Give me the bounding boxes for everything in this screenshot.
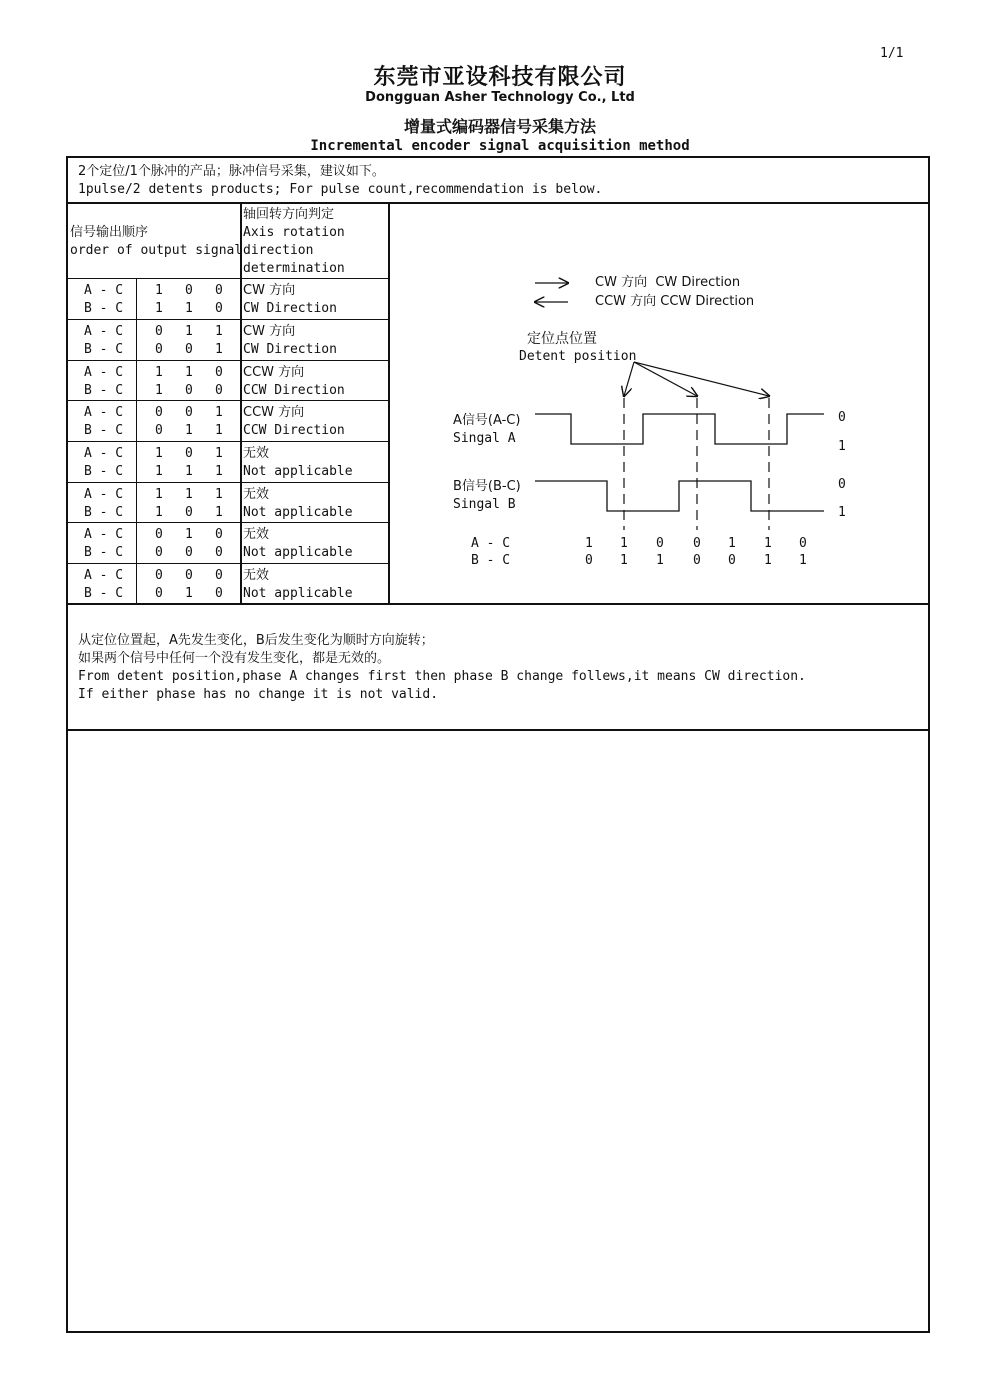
row-a-label: A - C [84, 365, 124, 380]
row-direction-en: CW Direction [243, 301, 337, 316]
row-b-value: 1 [215, 423, 223, 438]
detent-label-cn: 定位点位置 [527, 331, 597, 347]
row-b-value: 0 [155, 545, 163, 560]
sequence-a-value: 1 [585, 536, 593, 551]
signal-b-level-1: 1 [838, 505, 846, 520]
row-a-label: A - C [84, 283, 124, 298]
row-b-value: 0 [215, 383, 223, 398]
sequence-b-label: B - C [471, 553, 511, 568]
row-a-value: 1 [185, 527, 193, 542]
row-direction-en: CW Direction [243, 342, 337, 357]
row-separator [68, 360, 388, 361]
row-b-value: 0 [185, 505, 193, 520]
table-column-divider [240, 203, 242, 603]
detent-arrow-icon [624, 362, 634, 396]
sequence-a-value: 0 [693, 536, 701, 551]
row-a-value: 1 [215, 487, 223, 502]
row-b-value: 1 [185, 301, 193, 316]
company-name-cn: 东莞市亚设科技有限公司 [373, 65, 627, 90]
row-separator [68, 441, 388, 442]
row-b-value: 1 [215, 464, 223, 479]
row-a-value: 1 [155, 365, 163, 380]
row-b-value: 1 [155, 301, 163, 316]
intro-text-en: 1pulse/2 detents products; For pulse count,recommendation is below. [78, 182, 603, 197]
row-b-value: 0 [215, 301, 223, 316]
row-separator [68, 400, 388, 401]
row-a-value: 1 [155, 446, 163, 461]
sequence-b-value: 0 [728, 553, 736, 568]
row-b-label: B - C [84, 586, 124, 601]
row-a-value: 0 [215, 568, 223, 583]
row-b-label: B - C [84, 545, 124, 560]
sequence-a-value: 0 [799, 536, 807, 551]
row-a-value: 0 [215, 527, 223, 542]
row-direction-en: Not applicable [243, 545, 353, 560]
page-number: 1/1 [880, 46, 904, 61]
signal-a-level-0: 0 [838, 410, 846, 425]
document-title-en: Incremental encoder signal acquisition method [310, 138, 690, 154]
intro-text-cn: 2个定位/1个脉冲的产品；脉冲信号采集，建议如下。 [78, 164, 385, 179]
row-a-value: 0 [215, 365, 223, 380]
row-a-value: 0 [155, 324, 163, 339]
detent-label-en: Detent position [519, 349, 637, 364]
row-direction-en: Not applicable [243, 464, 353, 479]
row-direction-cn: 无效 [243, 487, 270, 502]
sequence-a-value: 1 [764, 536, 772, 551]
row-a-value: 0 [185, 283, 193, 298]
row-b-value: 1 [185, 423, 193, 438]
row-b-value: 1 [155, 464, 163, 479]
sequence-b-value: 0 [693, 553, 701, 568]
row-b-value: 0 [185, 342, 193, 357]
legend-ccw-label: CCW 方向 CCW Direction [595, 294, 755, 309]
signal-b-label-en: Singal B [453, 497, 516, 512]
row-a-label: A - C [84, 324, 124, 339]
sequence-b-value: 1 [799, 553, 807, 568]
row-separator [68, 482, 388, 483]
direction-header-en-1: Axis rotation [243, 225, 345, 240]
row-a-value: 0 [185, 446, 193, 461]
row-a-label: A - C [84, 527, 124, 542]
document-title-cn: 增量式编码器信号采集方法 [403, 117, 596, 136]
row-b-value: 0 [155, 423, 163, 438]
row-a-value: 1 [185, 365, 193, 380]
row-b-value: 0 [215, 545, 223, 560]
row-direction-en: CCW Direction [243, 423, 345, 438]
row-a-value: 0 [155, 527, 163, 542]
detent-arrow-icon [634, 362, 697, 396]
order-header-en: order of output signal [70, 243, 243, 258]
signal-b-waveform [535, 481, 824, 511]
row-a-value: 0 [155, 405, 163, 420]
row-a-value: 1 [215, 405, 223, 420]
sequence-b-value: 1 [656, 553, 664, 568]
row-b-value: 0 [155, 342, 163, 357]
row-direction-en: CCW Direction [243, 383, 345, 398]
row-a-value: 0 [215, 283, 223, 298]
row-a-label: A - C [84, 487, 124, 502]
row-separator [68, 319, 388, 320]
note-cn-1: 从定位位置起，A先发生变化，B后发生变化为顺时方向旋转； [78, 633, 434, 648]
row-b-label: B - C [84, 383, 124, 398]
row-a-value: 1 [155, 283, 163, 298]
row-a-value: 1 [215, 446, 223, 461]
row-b-label: B - C [84, 301, 124, 316]
row-separator [68, 522, 388, 523]
row-b-label: B - C [84, 464, 124, 479]
sequence-a-value: 1 [728, 536, 736, 551]
company-name-en: Dongguan Asher Technology Co., Ltd [365, 90, 635, 105]
detent-arrow-icon [634, 362, 769, 396]
row-b-label: B - C [84, 505, 124, 520]
row-b-value: 0 [215, 586, 223, 601]
notes-bottom-divider [66, 729, 930, 731]
row-direction-cn: 无效 [243, 527, 270, 542]
row-a-value: 1 [185, 487, 193, 502]
sequence-b-value: 0 [585, 553, 593, 568]
row-b-value: 0 [185, 383, 193, 398]
row-direction-cn: 无效 [243, 446, 270, 461]
row-b-value: 1 [215, 505, 223, 520]
row-direction-cn: CW 方向 [243, 324, 296, 339]
row-direction-cn: 无效 [243, 568, 270, 583]
sequence-a-value: 1 [620, 536, 628, 551]
order-header-cn: 信号输出顺序 [70, 225, 149, 240]
legend-cw-label: CW 方向 CW Direction [595, 275, 741, 290]
row-a-label: A - C [84, 446, 124, 461]
row-a-value: 0 [185, 568, 193, 583]
row-separator [68, 563, 388, 564]
signal-a-waveform [535, 414, 824, 444]
row-a-value: 1 [185, 324, 193, 339]
row-b-label: B - C [84, 342, 124, 357]
sequence-a-label: A - C [471, 536, 511, 551]
row-b-value: 1 [155, 505, 163, 520]
signal-b-label-cn: B信号(B-C) [453, 479, 521, 494]
row-direction-en: Not applicable [243, 505, 353, 520]
row-b-value: 0 [155, 586, 163, 601]
row-b-label: B - C [84, 423, 124, 438]
row-direction-cn: CW 方向 [243, 283, 296, 298]
signal-a-label-en: Singal A [453, 431, 516, 446]
sequence-b-value: 1 [764, 553, 772, 568]
row-a-label: A - C [84, 405, 124, 420]
direction-header-en-2: direction [243, 243, 314, 258]
note-en-1: From detent position,phase A changes first then phase B change follews,it means CW direction. [78, 669, 806, 684]
row-b-value: 1 [185, 464, 193, 479]
direction-header-en-3: determination [243, 261, 345, 276]
note-cn-2: 如果两个信号中任何一个没有发生变化，都是无效的。 [78, 651, 391, 666]
row-separator [68, 278, 388, 279]
sequence-a-value: 0 [656, 536, 664, 551]
intro-divider [66, 202, 930, 204]
note-en-2: If either phase has no change it is not valid. [78, 687, 439, 702]
row-a-value: 0 [185, 405, 193, 420]
signal-b-level-0: 0 [838, 477, 846, 492]
signal-a-level-1: 1 [838, 439, 846, 454]
row-direction-en: Not applicable [243, 586, 353, 601]
row-b-value: 1 [215, 342, 223, 357]
row-b-value: 1 [155, 383, 163, 398]
row-a-value: 1 [155, 487, 163, 502]
row-a-label: A - C [84, 568, 124, 583]
row-a-value: 1 [215, 324, 223, 339]
signal-a-label-cn: A信号(A-C) [453, 413, 521, 428]
sequence-b-value: 1 [620, 553, 628, 568]
table-bottom-divider [66, 603, 930, 605]
direction-header-cn: 轴回转方向判定 [243, 207, 335, 222]
row-direction-cn: CCW 方向 [243, 405, 305, 420]
row-b-value: 1 [185, 586, 193, 601]
row-b-value: 0 [185, 545, 193, 560]
row-direction-cn: CCW 方向 [243, 365, 305, 380]
row-a-value: 0 [155, 568, 163, 583]
